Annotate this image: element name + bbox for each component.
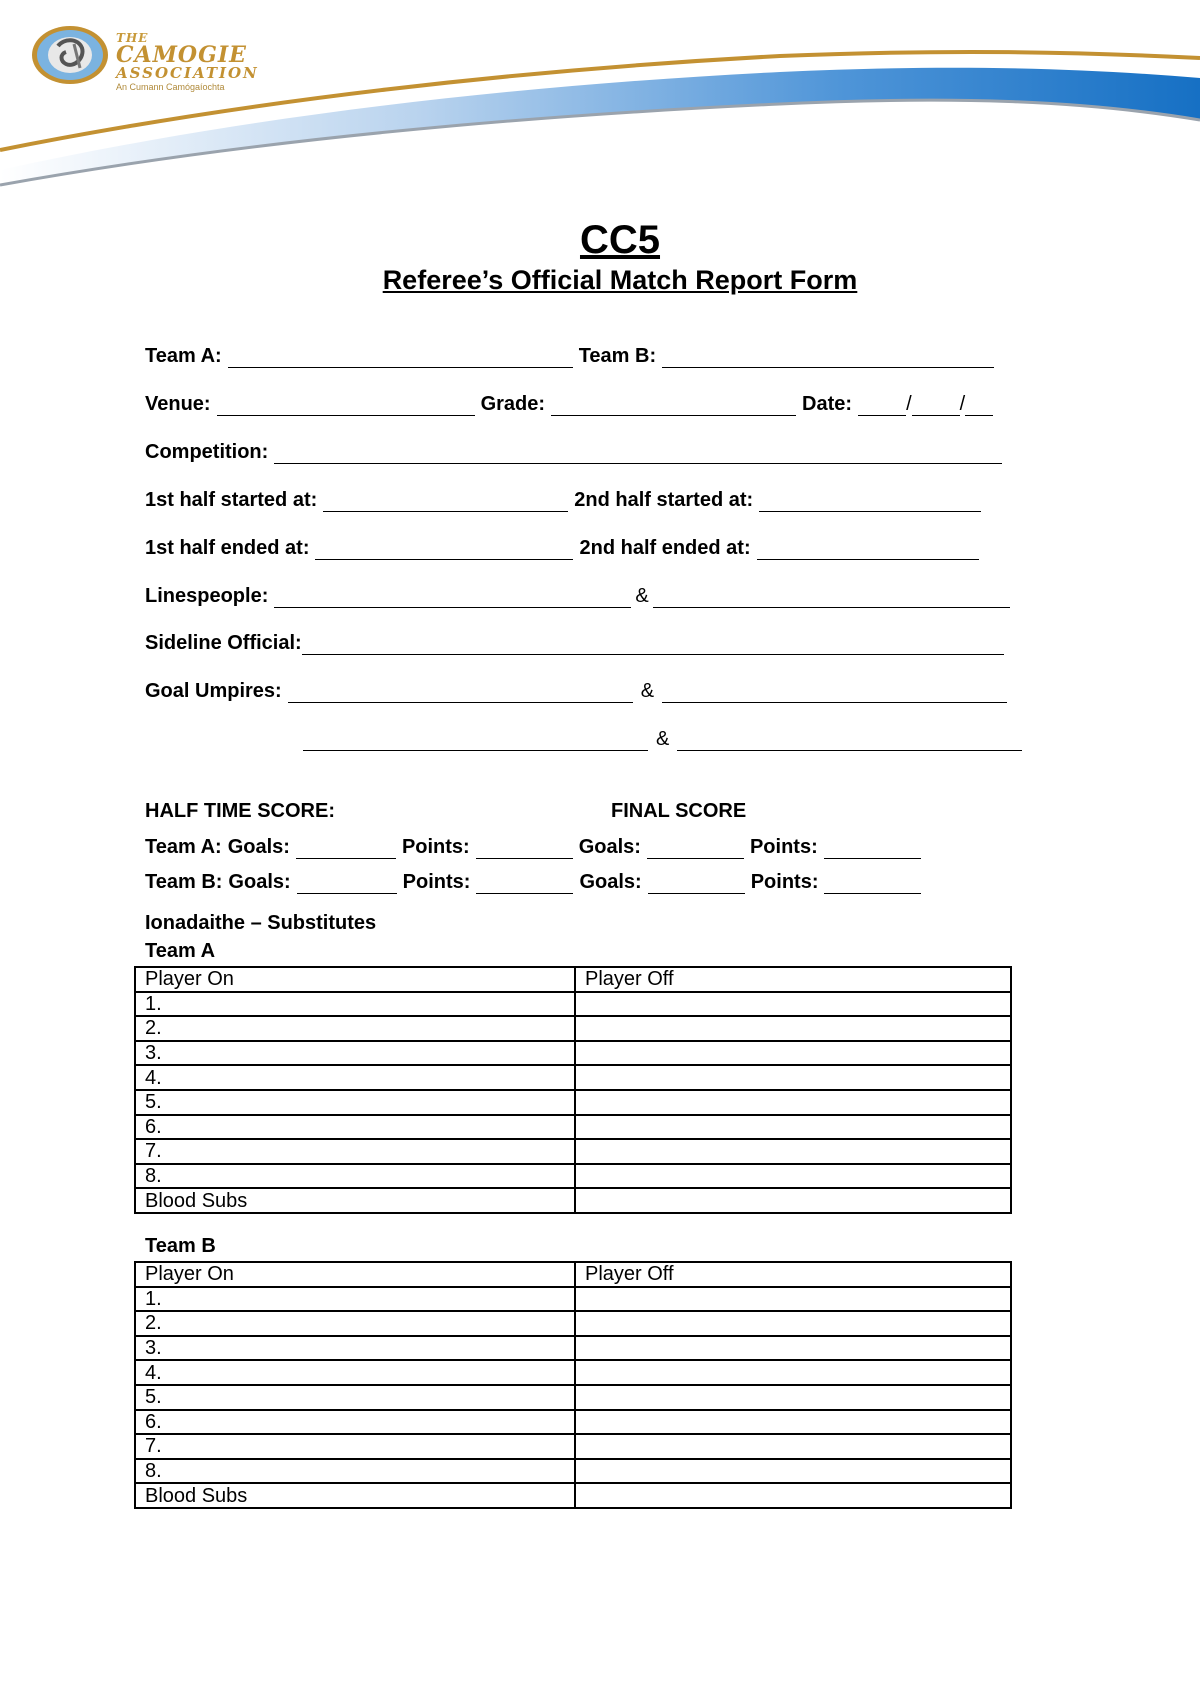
table-row — [135, 1385, 1011, 1410]
sideline-official-field[interactable] — [302, 636, 1004, 655]
player-off-cell[interactable] — [575, 1385, 1011, 1410]
date-separator-1: / — [906, 393, 912, 415]
table-row — [135, 1311, 1011, 1336]
player-off-cell[interactable] — [575, 1311, 1011, 1336]
player-off-cell[interactable] — [575, 1164, 1011, 1189]
player-on-header: Player On — [135, 1262, 575, 1287]
player-off-cell[interactable] — [575, 1041, 1011, 1066]
goals-label: Goals: — [227, 836, 290, 858]
goal-umpires-row — [145, 680, 1025, 703]
grade-label: Grade: — [480, 393, 546, 415]
team-b-field[interactable] — [662, 349, 994, 368]
points-label: Points: — [750, 871, 819, 893]
linespeople-row — [145, 585, 1025, 608]
player-off-cell[interactable] — [575, 992, 1011, 1017]
player-on-cell[interactable]: 4. — [135, 1360, 575, 1385]
goal-umpire-4-field[interactable] — [677, 732, 1022, 751]
team-b-score-row — [145, 871, 921, 894]
player-on-cell[interactable]: 6. — [135, 1410, 575, 1435]
team-a-score-row — [145, 836, 921, 859]
venue-label: Venue: — [145, 393, 211, 415]
team-a-subs-body — [135, 967, 1011, 1213]
player-on-cell[interactable]: 8. — [135, 1164, 575, 1189]
player-on-cell[interactable]: 2. — [135, 1311, 575, 1336]
player-on-cell[interactable]: 4. — [135, 1065, 575, 1090]
player-on-cell[interactable]: 3. — [135, 1041, 575, 1066]
table-row — [135, 1336, 1011, 1361]
venue-field[interactable] — [217, 397, 475, 416]
player-off-cell[interactable] — [575, 1360, 1011, 1385]
final-score-heading: FINAL SCORE — [611, 800, 747, 822]
player-off-cell[interactable] — [575, 1336, 1011, 1361]
table-row — [135, 1188, 1011, 1213]
player-on-cell[interactable]: Blood Subs — [135, 1188, 575, 1213]
points-label: Points: — [402, 871, 471, 893]
table-row — [135, 1459, 1011, 1484]
player-off-cell[interactable] — [575, 1483, 1011, 1508]
team-a-field[interactable] — [228, 349, 573, 368]
ampersand: & — [635, 585, 649, 607]
date-separator-2: / — [959, 393, 966, 415]
table-row — [135, 1139, 1011, 1164]
player-off-cell[interactable] — [575, 1065, 1011, 1090]
table-row — [135, 1090, 1011, 1115]
player-off-header: Player Off — [575, 967, 1011, 992]
player-off-cell[interactable] — [575, 1139, 1011, 1164]
table-row — [135, 1041, 1011, 1066]
team-a-ht-points-field[interactable] — [476, 840, 573, 859]
player-on-cell[interactable]: 5. — [135, 1385, 575, 1410]
date-month-field[interactable] — [912, 397, 960, 416]
player-on-header: Player On — [135, 967, 575, 992]
player-off-cell[interactable] — [575, 1016, 1011, 1041]
player-on-cell[interactable]: 1. — [135, 1287, 575, 1312]
player-on-cell[interactable]: 7. — [135, 1434, 575, 1459]
linespeople-label: Linespeople: — [145, 585, 269, 607]
player-off-cell[interactable] — [575, 1115, 1011, 1140]
form-title: Referee’s Official Match Report Form — [382, 265, 858, 295]
team-a-label: Team A: — [145, 345, 222, 367]
player-on-cell[interactable]: 5. — [135, 1090, 575, 1115]
logo-line-camogie: CAMOGIE — [116, 42, 247, 68]
header-swoosh-graphic — [0, 0, 1200, 200]
second-half-ended-field[interactable] — [757, 541, 979, 560]
first-half-ended-label: 1st half ended at: — [145, 537, 310, 559]
table-row — [135, 1115, 1011, 1140]
player-off-cell[interactable] — [575, 1090, 1011, 1115]
team-a-subs-heading: Team A — [145, 940, 216, 962]
teams-row — [145, 345, 1025, 368]
team-a-final-points-field[interactable] — [824, 840, 921, 859]
ampersand: & — [640, 680, 655, 702]
substitutes-heading: Ionadaithe – Substitutes — [145, 912, 377, 934]
venue-grade-date-row — [145, 393, 1025, 416]
team-b-final-goals-field[interactable] — [648, 875, 745, 894]
linesperson-2-field[interactable] — [653, 589, 1010, 608]
half-time-score-heading: HALF TIME SCORE: — [145, 800, 335, 822]
team-b-header-row — [135, 1262, 1011, 1287]
table-row — [135, 1164, 1011, 1189]
first-half-started-field[interactable] — [323, 493, 568, 512]
goal-umpire-1-field[interactable] — [288, 684, 633, 703]
goal-umpires-label: Goal Umpires: — [145, 680, 282, 702]
table-row — [135, 1360, 1011, 1385]
second-half-started-label: 2nd half started at: — [574, 489, 754, 511]
second-half-started-field[interactable] — [759, 493, 981, 512]
logo-line-the: THE — [116, 31, 149, 45]
camogie-logo-wordmark — [116, 32, 259, 92]
form-code: CC5 — [579, 218, 661, 262]
goal-umpires-row-2 — [303, 728, 1043, 751]
player-on-cell[interactable]: 1. — [135, 992, 575, 1017]
date-day-field[interactable] — [858, 397, 906, 416]
date-label: Date: — [802, 393, 853, 415]
table-row — [135, 1434, 1011, 1459]
points-label: Points: — [749, 836, 818, 858]
team-a-score-label: Team A: — [145, 836, 222, 858]
player-off-cell[interactable] — [575, 1287, 1011, 1312]
team-a-subs-table — [134, 966, 1012, 1214]
team-b-ht-points-field[interactable] — [476, 875, 573, 894]
player-off-cell[interactable] — [575, 1459, 1011, 1484]
player-off-cell[interactable] — [575, 1410, 1011, 1435]
goal-umpire-2-field[interactable] — [662, 684, 1007, 703]
ampersand: & — [656, 728, 670, 750]
team-a-final-goals-field[interactable] — [647, 840, 744, 859]
team-b-final-points-field[interactable] — [824, 875, 921, 894]
competition-row — [145, 441, 1025, 464]
logo-line-association: ASSOCIATION — [116, 64, 259, 82]
camogie-logo-emblem — [30, 24, 110, 86]
team-b-score-label: Team B: — [145, 871, 223, 893]
player-on-cell[interactable]: 2. — [135, 1016, 575, 1041]
player-off-cell[interactable] — [575, 1188, 1011, 1213]
team-b-label: Team B: — [578, 345, 657, 367]
player-on-cell[interactable]: 6. — [135, 1115, 575, 1140]
linesperson-1-field[interactable] — [274, 589, 631, 608]
player-off-header: Player Off — [575, 1262, 1011, 1287]
half-ended-row — [145, 537, 1025, 560]
team-a-ht-goals-field[interactable] — [296, 840, 396, 859]
goal-umpire-3-field[interactable] — [303, 732, 648, 751]
second-half-ended-label: 2nd half ended at: — [579, 537, 751, 559]
half-started-row — [145, 489, 1025, 512]
player-off-cell[interactable] — [575, 1434, 1011, 1459]
player-on-cell[interactable]: Blood Subs — [135, 1483, 575, 1508]
player-on-cell[interactable]: 7. — [135, 1139, 575, 1164]
first-half-ended-field[interactable] — [315, 541, 573, 560]
table-row — [135, 1287, 1011, 1312]
grade-field[interactable] — [551, 397, 796, 416]
team-b-subs-table — [134, 1261, 1012, 1509]
points-label: Points: — [401, 836, 470, 858]
competition-field[interactable] — [274, 445, 1002, 464]
logo-line-irish: An Cumann Camógaíochta — [116, 82, 225, 92]
goals-label: Goals: — [578, 836, 641, 858]
goals-label: Goals: — [579, 871, 642, 893]
team-b-subs-heading: Team B — [145, 1235, 216, 1257]
first-half-started-label: 1st half started at: — [145, 489, 318, 511]
table-row — [135, 1016, 1011, 1041]
table-row — [135, 1065, 1011, 1090]
player-on-cell[interactable]: 3. — [135, 1336, 575, 1361]
sideline-official-row — [145, 632, 1025, 655]
team-a-header-row — [135, 967, 1011, 992]
team-b-ht-goals-field[interactable] — [297, 875, 397, 894]
player-on-cell[interactable]: 8. — [135, 1459, 575, 1484]
date-year-field[interactable] — [965, 397, 993, 416]
team-b-subs-body — [135, 1262, 1011, 1508]
goals-label: Goals: — [228, 871, 291, 893]
table-row — [135, 1410, 1011, 1435]
sideline-official-label: Sideline Official: — [145, 632, 302, 654]
table-row — [135, 992, 1011, 1017]
table-row — [135, 1483, 1011, 1508]
competition-label: Competition: — [145, 441, 269, 463]
